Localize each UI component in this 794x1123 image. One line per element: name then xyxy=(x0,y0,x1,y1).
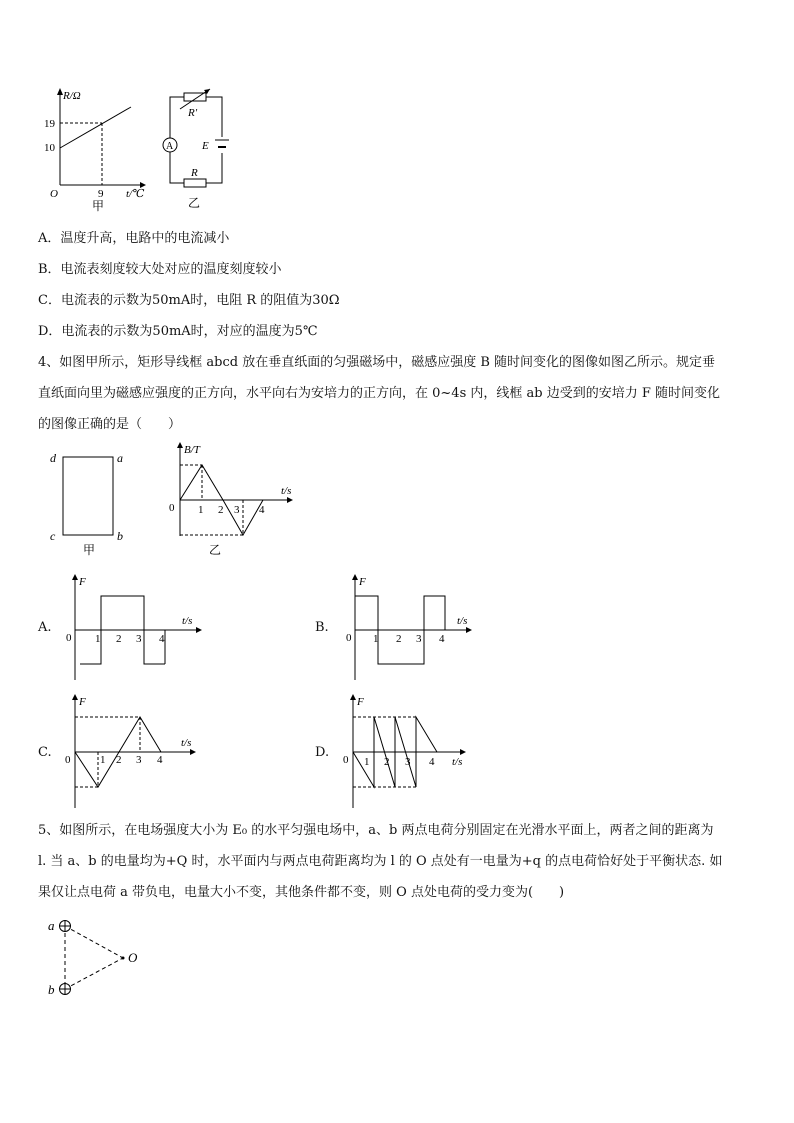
q3-option-c: C．电流表的示数为50mA时，电阻 R 的阻值为30Ω xyxy=(38,293,340,308)
jia-origin: O xyxy=(50,188,58,200)
q5-stem-line2: l. 当 a、b 的电量均为+Q 时，水平面内与两点电荷距离均为 l 的 O 点处有一电量为+q 的点电荷恰好处于平衡状态. 如 xyxy=(38,854,723,869)
bt-t4: 4 xyxy=(259,504,265,516)
q3-option-d: D．电流表的示数为50mA时，对应的温度为5℃ xyxy=(38,324,318,339)
jia-x9: 9 xyxy=(98,188,104,200)
frame-a: a xyxy=(117,451,123,465)
q4-frame-jia xyxy=(45,445,135,560)
a-t1: 1 xyxy=(95,633,101,645)
c-t3: 3 xyxy=(136,754,142,766)
d-t4: 4 xyxy=(429,756,435,768)
circuit-caption: 乙 xyxy=(188,196,201,210)
b-t3: 3 xyxy=(416,633,422,645)
c-t2: 2 xyxy=(116,754,122,766)
circuit-emf: E xyxy=(202,140,209,152)
q5-stem-line1: 5、如图所示，在电场强度大小为 E₀ 的水平匀强电场中，a、b 两点电荷分别固定在光滑水平面上，两者之间的距离为 xyxy=(38,823,714,838)
jia-caption: 甲 xyxy=(92,199,105,213)
bt-ylabel: B/T xyxy=(184,444,200,456)
jia-xlabel: t/℃ xyxy=(126,188,145,200)
q3-graph-jia xyxy=(40,85,150,215)
b-origin: 0 xyxy=(346,632,352,644)
q5-label-o: O xyxy=(128,950,138,965)
circuit-r: R xyxy=(191,167,198,179)
jia-y10: 10 xyxy=(44,142,55,154)
q4-choice-b-label: B. xyxy=(315,620,329,635)
q4-stem-line3: 的图像正确的是（ ） xyxy=(38,417,182,432)
q4-choice-c-label: C. xyxy=(38,745,52,760)
b-t1: 1 xyxy=(373,633,379,645)
b-ylabel: F xyxy=(359,576,366,588)
d-origin: 0 xyxy=(343,754,349,766)
a-t2: 2 xyxy=(116,633,122,645)
a-t4: 4 xyxy=(159,633,165,645)
q4-choice-b-graph xyxy=(340,572,490,684)
q3-option-b: B．电流表刻度较大处对应的温度刻度较小 xyxy=(38,262,282,277)
b-t4: 4 xyxy=(439,633,445,645)
circuit-ammeter: A xyxy=(166,141,174,152)
b-xlabel: t/s xyxy=(457,615,468,627)
frame-c: c xyxy=(50,529,56,543)
bt-origin: 0 xyxy=(169,502,175,514)
d-t3: 3 xyxy=(405,756,411,768)
q3-option-a: A．温度升高，电路中的电流减小 xyxy=(38,231,230,246)
bt-t2: 2 xyxy=(218,504,224,516)
d-t2: 2 xyxy=(384,756,390,768)
jia-ylabel: R/Ω xyxy=(63,90,81,102)
d-t1: 1 xyxy=(364,756,370,768)
circuit-rprime: R′ xyxy=(188,107,198,119)
a-ylabel: F xyxy=(79,576,86,588)
c-xlabel: t/s xyxy=(181,737,192,749)
jia-y19: 19 xyxy=(44,118,55,130)
bt-t1: 1 xyxy=(198,504,204,516)
d-xlabel: t/s xyxy=(452,756,463,768)
bt-caption: 乙 xyxy=(209,543,222,557)
q4-choice-d-graph xyxy=(338,692,488,812)
frame-d: d xyxy=(50,451,56,465)
q4-choice-a-label: A. xyxy=(38,620,52,635)
q4-stem-line1: 4、如图甲所示，矩形导线框 abcd 放在垂直纸面的匀强磁场中，磁感应强度 B 随时间变化的图像如图乙所示。规定垂 xyxy=(38,355,716,370)
a-xlabel: t/s xyxy=(182,615,193,627)
a-t3: 3 xyxy=(136,633,142,645)
q5-label-a: a xyxy=(48,918,55,933)
d-ylabel: F xyxy=(357,696,364,708)
q5-stem-line3: 果仅让点电荷 a 带负电，电量大小不变，其他条件都不变，则 O 点处电荷的受力变为( ) xyxy=(38,885,565,900)
q4-choice-a-graph xyxy=(60,572,210,684)
q5-charges-figure xyxy=(40,912,150,1002)
bt-xlabel: t/s xyxy=(281,485,292,497)
q3-circuit-yi xyxy=(158,85,238,215)
c-t4: 4 xyxy=(157,754,163,766)
frame-b: b xyxy=(117,529,123,543)
q4-choice-d-label: D. xyxy=(315,745,330,760)
c-origin: 0 xyxy=(65,754,71,766)
bt-t3: 3 xyxy=(234,504,240,516)
q4-choice-c-graph xyxy=(60,692,210,812)
q5-label-b: b xyxy=(48,982,55,997)
b-t2: 2 xyxy=(396,633,402,645)
c-t1: 1 xyxy=(100,754,106,766)
q4-bt-graph xyxy=(165,440,300,560)
frame-caption: 甲 xyxy=(83,543,96,557)
q4-stem-line2: 直纸面向里为磁感应强度的正方向，水平向右为安培力的正方向，在 0~4s 内，线框 ab 边受到的安培力 F 随时间变化 xyxy=(38,386,720,401)
a-origin: 0 xyxy=(66,632,72,644)
c-ylabel: F xyxy=(79,696,86,708)
